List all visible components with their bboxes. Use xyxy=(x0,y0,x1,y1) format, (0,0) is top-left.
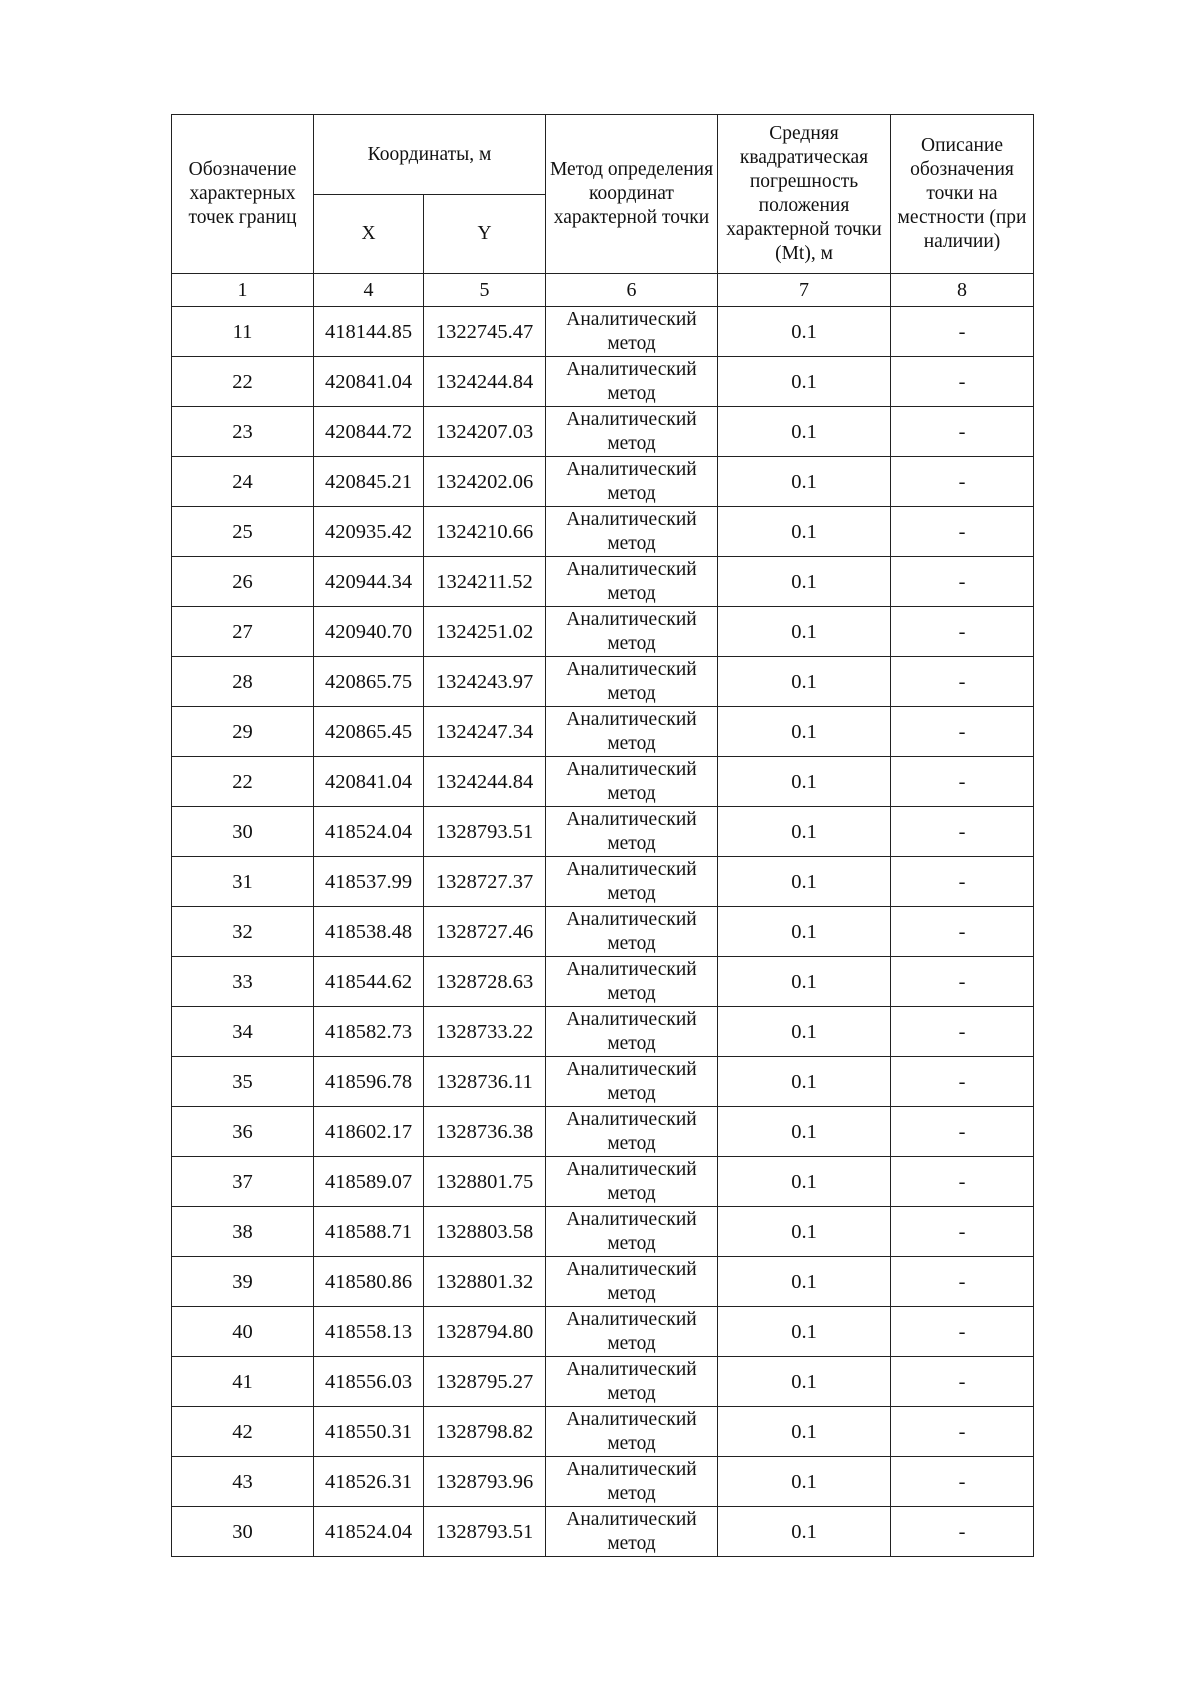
header-coordinates: Координаты, м xyxy=(314,115,546,195)
description-cell: - xyxy=(891,1107,1034,1157)
method-cell: Аналитический метод xyxy=(546,857,718,907)
description-cell: - xyxy=(891,1007,1034,1057)
description-cell: - xyxy=(891,807,1034,857)
y-cell: 1328795.27 xyxy=(424,1357,546,1407)
table-header xyxy=(172,115,1034,307)
x-cell: 418526.31 xyxy=(314,1457,424,1507)
x-cell: 418580.86 xyxy=(314,1257,424,1307)
point-cell: 27 xyxy=(172,607,314,657)
table-row xyxy=(172,1157,1034,1207)
description-cell: - xyxy=(891,407,1034,457)
method-cell: Аналитический метод xyxy=(546,507,718,557)
table-row xyxy=(172,957,1034,1007)
point-cell: 37 xyxy=(172,1157,314,1207)
point-cell: 39 xyxy=(172,1257,314,1307)
table-row xyxy=(172,1257,1034,1307)
x-cell: 418524.04 xyxy=(314,1507,424,1557)
description-cell: - xyxy=(891,957,1034,1007)
table-row xyxy=(172,307,1034,357)
mt-cell: 0.1 xyxy=(718,707,891,757)
method-cell: Аналитический метод xyxy=(546,1457,718,1507)
y-cell: 1324244.84 xyxy=(424,757,546,807)
description-cell: - xyxy=(891,1257,1034,1307)
description-cell: - xyxy=(891,307,1034,357)
x-cell: 418589.07 xyxy=(314,1157,424,1207)
description-cell: - xyxy=(891,1357,1034,1407)
table-row xyxy=(172,1357,1034,1407)
y-cell: 1328733.22 xyxy=(424,1007,546,1057)
description-cell: - xyxy=(891,757,1034,807)
y-cell: 1328728.63 xyxy=(424,957,546,1007)
table-row xyxy=(172,1307,1034,1357)
method-cell: Аналитический метод xyxy=(546,307,718,357)
point-cell: 26 xyxy=(172,557,314,607)
method-cell: Аналитический метод xyxy=(546,1307,718,1357)
x-cell: 420844.72 xyxy=(314,407,424,457)
method-cell: Аналитический метод xyxy=(546,407,718,457)
mt-cell: 0.1 xyxy=(718,757,891,807)
header-x: X xyxy=(314,195,424,274)
point-cell: 32 xyxy=(172,907,314,957)
mt-cell: 0.1 xyxy=(718,957,891,1007)
y-cell: 1328727.37 xyxy=(424,857,546,907)
point-cell: 34 xyxy=(172,1007,314,1057)
method-cell: Аналитический метод xyxy=(546,707,718,757)
column-number: 5 xyxy=(424,274,546,307)
y-cell: 1324243.97 xyxy=(424,657,546,707)
x-cell: 418537.99 xyxy=(314,857,424,907)
x-cell: 418602.17 xyxy=(314,1107,424,1157)
header-error: Средняя квадратическая погрешность положения характерной точки (Mt), м xyxy=(718,115,891,274)
mt-cell: 0.1 xyxy=(718,1207,891,1257)
point-cell: 33 xyxy=(172,957,314,1007)
x-cell: 420865.75 xyxy=(314,657,424,707)
point-cell: 30 xyxy=(172,1507,314,1557)
table-row xyxy=(172,1107,1034,1157)
mt-cell: 0.1 xyxy=(718,1257,891,1307)
description-cell: - xyxy=(891,1157,1034,1207)
mt-cell: 0.1 xyxy=(718,1357,891,1407)
point-cell: 11 xyxy=(172,307,314,357)
y-cell: 1328727.46 xyxy=(424,907,546,957)
description-cell: - xyxy=(891,457,1034,507)
point-cell: 24 xyxy=(172,457,314,507)
point-cell: 38 xyxy=(172,1207,314,1257)
description-cell: - xyxy=(891,607,1034,657)
y-cell: 1328794.80 xyxy=(424,1307,546,1357)
mt-cell: 0.1 xyxy=(718,507,891,557)
method-cell: Аналитический метод xyxy=(546,657,718,707)
point-cell: 22 xyxy=(172,757,314,807)
y-cell: 1328793.51 xyxy=(424,807,546,857)
point-cell: 30 xyxy=(172,807,314,857)
table-row xyxy=(172,407,1034,457)
method-cell: Аналитический метод xyxy=(546,1407,718,1457)
method-cell: Аналитический метод xyxy=(546,1257,718,1307)
column-number: 8 xyxy=(891,274,1034,307)
x-cell: 418544.62 xyxy=(314,957,424,1007)
x-cell: 418538.48 xyxy=(314,907,424,957)
point-cell: 36 xyxy=(172,1107,314,1157)
column-number: 1 xyxy=(172,274,314,307)
mt-cell: 0.1 xyxy=(718,1157,891,1207)
description-cell: - xyxy=(891,357,1034,407)
y-cell: 1328793.96 xyxy=(424,1457,546,1507)
table-row xyxy=(172,1457,1034,1507)
method-cell: Аналитический метод xyxy=(546,357,718,407)
description-cell: - xyxy=(891,1457,1034,1507)
y-cell: 1324210.66 xyxy=(424,507,546,557)
x-cell: 420841.04 xyxy=(314,357,424,407)
method-cell: Аналитический метод xyxy=(546,1207,718,1257)
description-cell: - xyxy=(891,1507,1034,1557)
table-row xyxy=(172,557,1034,607)
description-cell: - xyxy=(891,857,1034,907)
table-row xyxy=(172,807,1034,857)
mt-cell: 0.1 xyxy=(718,357,891,407)
mt-cell: 0.1 xyxy=(718,557,891,607)
description-cell: - xyxy=(891,1407,1034,1457)
header-row-top xyxy=(172,115,1034,195)
y-cell: 1328793.51 xyxy=(424,1507,546,1557)
method-cell: Аналитический метод xyxy=(546,1007,718,1057)
method-cell: Аналитический метод xyxy=(546,907,718,957)
method-cell: Аналитический метод xyxy=(546,807,718,857)
point-cell: 22 xyxy=(172,357,314,407)
point-cell: 41 xyxy=(172,1357,314,1407)
mt-cell: 0.1 xyxy=(718,1107,891,1157)
x-cell: 418582.73 xyxy=(314,1007,424,1057)
mt-cell: 0.1 xyxy=(718,1307,891,1357)
description-cell: - xyxy=(891,907,1034,957)
description-cell: - xyxy=(891,1057,1034,1107)
method-cell: Аналитический метод xyxy=(546,1107,718,1157)
table-row xyxy=(172,1507,1034,1557)
x-cell: 418596.78 xyxy=(314,1057,424,1107)
x-cell: 420865.45 xyxy=(314,707,424,757)
method-cell: Аналитический метод xyxy=(546,1157,718,1207)
y-cell: 1328801.75 xyxy=(424,1157,546,1207)
y-cell: 1324211.52 xyxy=(424,557,546,607)
description-cell: - xyxy=(891,1207,1034,1257)
x-cell: 420944.34 xyxy=(314,557,424,607)
mt-cell: 0.1 xyxy=(718,807,891,857)
mt-cell: 0.1 xyxy=(718,857,891,907)
header-y: Y xyxy=(424,195,546,274)
description-cell: - xyxy=(891,1307,1034,1357)
table-row xyxy=(172,707,1034,757)
y-cell: 1324244.84 xyxy=(424,357,546,407)
column-number-row xyxy=(172,274,1034,307)
y-cell: 1328736.11 xyxy=(424,1057,546,1107)
method-cell: Аналитический метод xyxy=(546,957,718,1007)
x-cell: 418524.04 xyxy=(314,807,424,857)
table-row xyxy=(172,607,1034,657)
mt-cell: 0.1 xyxy=(718,407,891,457)
table-row xyxy=(172,1407,1034,1457)
method-cell: Аналитический метод xyxy=(546,457,718,507)
column-number: 6 xyxy=(546,274,718,307)
y-cell: 1324207.03 xyxy=(424,407,546,457)
point-cell: 28 xyxy=(172,657,314,707)
point-cell: 42 xyxy=(172,1407,314,1457)
x-cell: 418556.03 xyxy=(314,1357,424,1407)
x-cell: 420845.21 xyxy=(314,457,424,507)
method-cell: Аналитический метод xyxy=(546,607,718,657)
table-row xyxy=(172,457,1034,507)
method-cell: Аналитический метод xyxy=(546,557,718,607)
y-cell: 1328801.32 xyxy=(424,1257,546,1307)
x-cell: 420935.42 xyxy=(314,507,424,557)
description-cell: - xyxy=(891,557,1034,607)
description-cell: - xyxy=(891,707,1034,757)
table-row xyxy=(172,507,1034,557)
column-number: 4 xyxy=(314,274,424,307)
y-cell: 1324247.34 xyxy=(424,707,546,757)
method-cell: Аналитический метод xyxy=(546,1357,718,1407)
mt-cell: 0.1 xyxy=(718,1457,891,1507)
mt-cell: 0.1 xyxy=(718,1007,891,1057)
table-row xyxy=(172,657,1034,707)
mt-cell: 0.1 xyxy=(718,307,891,357)
point-cell: 35 xyxy=(172,1057,314,1107)
point-cell: 43 xyxy=(172,1457,314,1507)
x-cell: 418558.13 xyxy=(314,1307,424,1357)
x-cell: 418144.85 xyxy=(314,307,424,357)
mt-cell: 0.1 xyxy=(718,657,891,707)
point-cell: 40 xyxy=(172,1307,314,1357)
header-designation: Обозначение характерных точек границ xyxy=(172,115,314,274)
point-cell: 25 xyxy=(172,507,314,557)
y-cell: 1324251.02 xyxy=(424,607,546,657)
y-cell: 1328736.38 xyxy=(424,1107,546,1157)
y-cell: 1328803.58 xyxy=(424,1207,546,1257)
x-cell: 420940.70 xyxy=(314,607,424,657)
coordinates-table xyxy=(171,114,1034,1557)
mt-cell: 0.1 xyxy=(718,1057,891,1107)
point-cell: 31 xyxy=(172,857,314,907)
table-row xyxy=(172,757,1034,807)
table-body xyxy=(172,307,1034,1557)
y-cell: 1324202.06 xyxy=(424,457,546,507)
table-row xyxy=(172,1007,1034,1057)
x-cell: 420841.04 xyxy=(314,757,424,807)
y-cell: 1322745.47 xyxy=(424,307,546,357)
header-description: Описание обозначения точки на местности (при наличии) xyxy=(891,115,1034,274)
description-cell: - xyxy=(891,657,1034,707)
header-method: Метод определения координат характерной точки xyxy=(546,115,718,274)
x-cell: 418588.71 xyxy=(314,1207,424,1257)
point-cell: 29 xyxy=(172,707,314,757)
table-row xyxy=(172,357,1034,407)
point-cell: 23 xyxy=(172,407,314,457)
mt-cell: 0.1 xyxy=(718,1407,891,1457)
table-row xyxy=(172,1207,1034,1257)
table-row xyxy=(172,1057,1034,1107)
column-number: 7 xyxy=(718,274,891,307)
table-row xyxy=(172,907,1034,957)
mt-cell: 0.1 xyxy=(718,457,891,507)
y-cell: 1328798.82 xyxy=(424,1407,546,1457)
mt-cell: 0.1 xyxy=(718,1507,891,1557)
mt-cell: 0.1 xyxy=(718,907,891,957)
x-cell: 418550.31 xyxy=(314,1407,424,1457)
table-row xyxy=(172,857,1034,907)
method-cell: Аналитический метод xyxy=(546,1057,718,1107)
method-cell: Аналитический метод xyxy=(546,757,718,807)
mt-cell: 0.1 xyxy=(718,607,891,657)
description-cell: - xyxy=(891,507,1034,557)
method-cell: Аналитический метод xyxy=(546,1507,718,1557)
